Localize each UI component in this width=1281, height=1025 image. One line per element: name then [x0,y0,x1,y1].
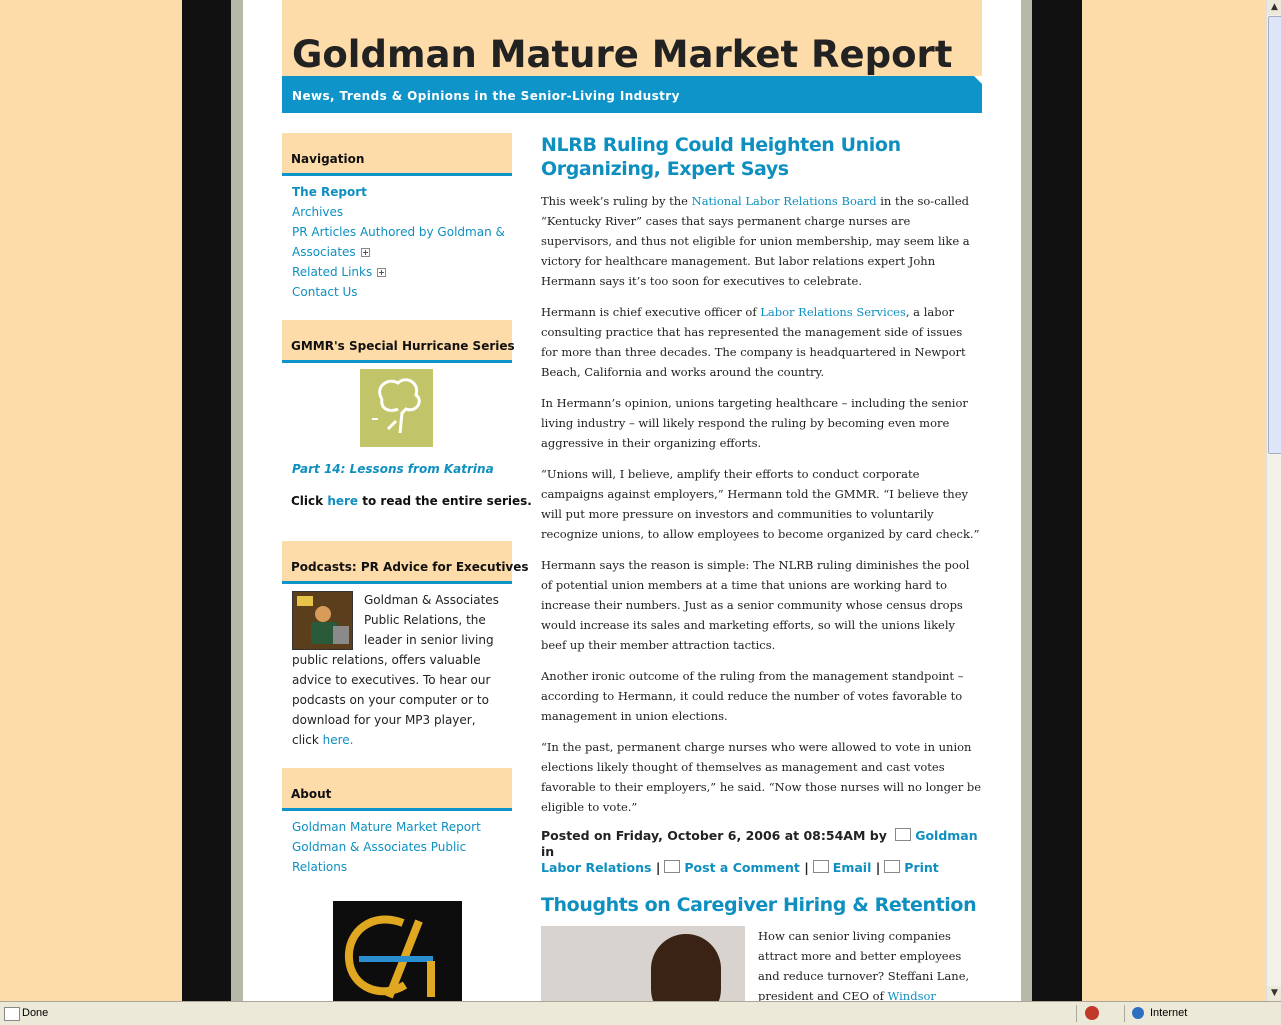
post-comment-link[interactable]: Post a Comment [684,860,800,875]
hurricane-heading-label: GMMR's Special Hurricane Series [291,339,515,353]
status-divider [1076,1005,1077,1022]
nlrb-link[interactable]: National Labor Relations Board [691,194,877,208]
article-paragraph [541,191,982,291]
nav-pr-articles[interactable]: PR Articles Authored by Goldman & [292,225,505,239]
article2-body [541,926,982,1001]
email-icon[interactable] [813,860,829,873]
article-paragraph: “In the past, permanent charge nurses who were allowed to vote in union elections likely thought of themselves as management and cast votes favorable to their employers,” he said. “Now those nurses will no longer be eligible to vote.” [541,740,982,814]
security-zone: Internet [1150,1007,1188,1019]
windsor-link[interactable]: Windsor [887,989,936,1001]
expand-plus-icon[interactable] [361,248,370,257]
hurricane-heading [282,320,515,363]
tree-image[interactable] [360,369,433,447]
comment-icon[interactable] [664,860,680,873]
lrs-link[interactable]: Labor Relations Services [760,305,906,319]
person-face [651,934,721,1001]
vertical-scrollbar[interactable] [1266,0,1281,1001]
podcasts-here-link[interactable]: here. [322,733,354,747]
article-paragraph: Another ironic outcome of the ruling from the management standpoint – according to Hermann, it could reduce the number of votes favorable to management in union elections. [541,669,964,723]
podcasts-heading-label: Podcasts: PR Advice for Executives [291,560,529,574]
nav-archives[interactable]: Archives [292,205,344,219]
article-paragraph: “Unions will, I believe, amplify their efforts to conduct corporate campaigns against employers,” Hermann told the GMMR. “I believe they will put more pressure on investors and communities to voluntarily recognize unions, to allow employees to become organized by card check.” [541,467,980,541]
left-border [182,0,231,1001]
article2-text-body: How can senior living companies attract more and better employees and reduce turnover? Steffani Lane, president and CEO of [758,929,970,1001]
site-header [282,0,982,76]
scroll-up-icon[interactable]: ▲ [1267,0,1281,15]
scroll-thumb[interactable] [1268,16,1281,454]
hurricane-part-link[interactable]: Part 14: Lessons from Katrina [292,462,494,476]
nav-related-links-label[interactable]: Related Links [292,265,373,279]
status-text: Done [22,1007,49,1019]
main-content [541,133,982,1001]
author-icon [895,828,911,841]
podcasts-text: Goldman & Associates Public Relations, the leader in senior living public relations, offers valuable advice to executives. To hear our podcasts on your computer or to download for your MP3 player, click [292,593,499,747]
site-title[interactable]: Goldman Mature Market Report [292,33,953,76]
author-link[interactable]: Goldman [915,828,978,843]
nav-heading [282,133,512,176]
posted-date: Posted on Friday, October 6, 2006 at 08:54AM by [541,828,887,843]
status-divider [1124,1005,1125,1022]
series-here-link[interactable]: here [327,494,359,508]
nav-pr-articles-cont[interactable] [292,245,370,259]
article-title[interactable]: NLRB Ruling Could Heighten Union Organizing, Expert Says [541,134,901,180]
about-heading-label: About [291,787,332,801]
scroll-down-icon[interactable]: ▼ [1267,986,1281,1001]
about-ga-link[interactable]: Goldman & Associates Public [292,840,467,854]
hurricane-series-text [291,494,532,508]
left-frame [231,0,243,1001]
nav-related-links[interactable] [292,265,386,279]
p1-text-b: in the so-called “Kentucky River” cases that says permanent charge nurses are supervisors, and thus not eligible for union membership, may seem like a victory for healthcare management. But labor relations expert John Hermann says it’s too soon for executives to celebrate. [541,194,970,288]
site-tagline: News, Trends & Opinions in the Senior-Living Industry [292,89,680,103]
posted-in: in [541,844,555,859]
category-link[interactable]: Labor Relations [541,860,652,875]
nav-contact-us[interactable]: Contact Us [292,285,358,299]
expand-plus-icon[interactable] [377,268,386,277]
nav-heading-label: Navigation [291,152,365,166]
about-heading [282,768,512,811]
right-border [1032,0,1082,1001]
article2-text [758,926,982,1001]
click-suffix: to read the entire series. [358,494,532,508]
post-meta: Posted on Friday, October 6, 2006 at 08:54AM by Goldman in Labor Relations | Post a Comment | Email | Print [541,828,978,875]
article-paragraph: In Hermann’s opinion, unions targeting healthcare – including the senior living industry – will likely respond the ruling by becoming even more aggressive in their organizing efforts. [541,396,968,450]
article2-title[interactable]: Thoughts on Caregiver Hiring & Retention [541,894,977,916]
article-paragraph [541,302,982,382]
caregiver-photo [541,926,745,1001]
print-link[interactable]: Print [904,860,939,875]
p2-text-b: , a labor consulting practice that has represented the management side of issues for more than three decades. The company is headquartered in Newport Beach, California and works around the country. [541,305,966,379]
about-gmmr-link[interactable]: Goldman Mature Market Report [292,820,481,834]
article-paragraph: Hermann says the reason is simple: The NLRB ruling diminishes the pool of potential union members at a time that unions are working hard to increase their numbers. Just as a senior community whose census drops would increase its sales and marketing efforts, so will the unions likely beef up their member attraction tactics. [541,558,970,652]
page-icon [4,1007,20,1021]
nav-the-report[interactable]: The Report [292,185,367,199]
blocked-icon[interactable] [1085,1006,1099,1020]
tagline-bar [282,76,982,113]
podcasts-description [292,590,504,750]
page-content [243,0,1021,1001]
print-icon[interactable] [884,860,900,873]
nav-pr-articles-label[interactable]: Associates [292,245,356,259]
p1-text-a: This week’s ruling by the [541,194,692,208]
email-link[interactable]: Email [832,860,872,875]
right-frame [1021,0,1032,1001]
browser-status-bar [0,1001,1281,1025]
goldman-logo[interactable] [333,901,462,1001]
about-ga-link-cont[interactable]: Relations [292,860,348,874]
p2-text-a: Hermann is chief executive officer of [541,305,761,319]
click-prefix: Click [291,494,328,508]
podcasts-heading [282,541,529,584]
globe-icon [1132,1007,1144,1019]
